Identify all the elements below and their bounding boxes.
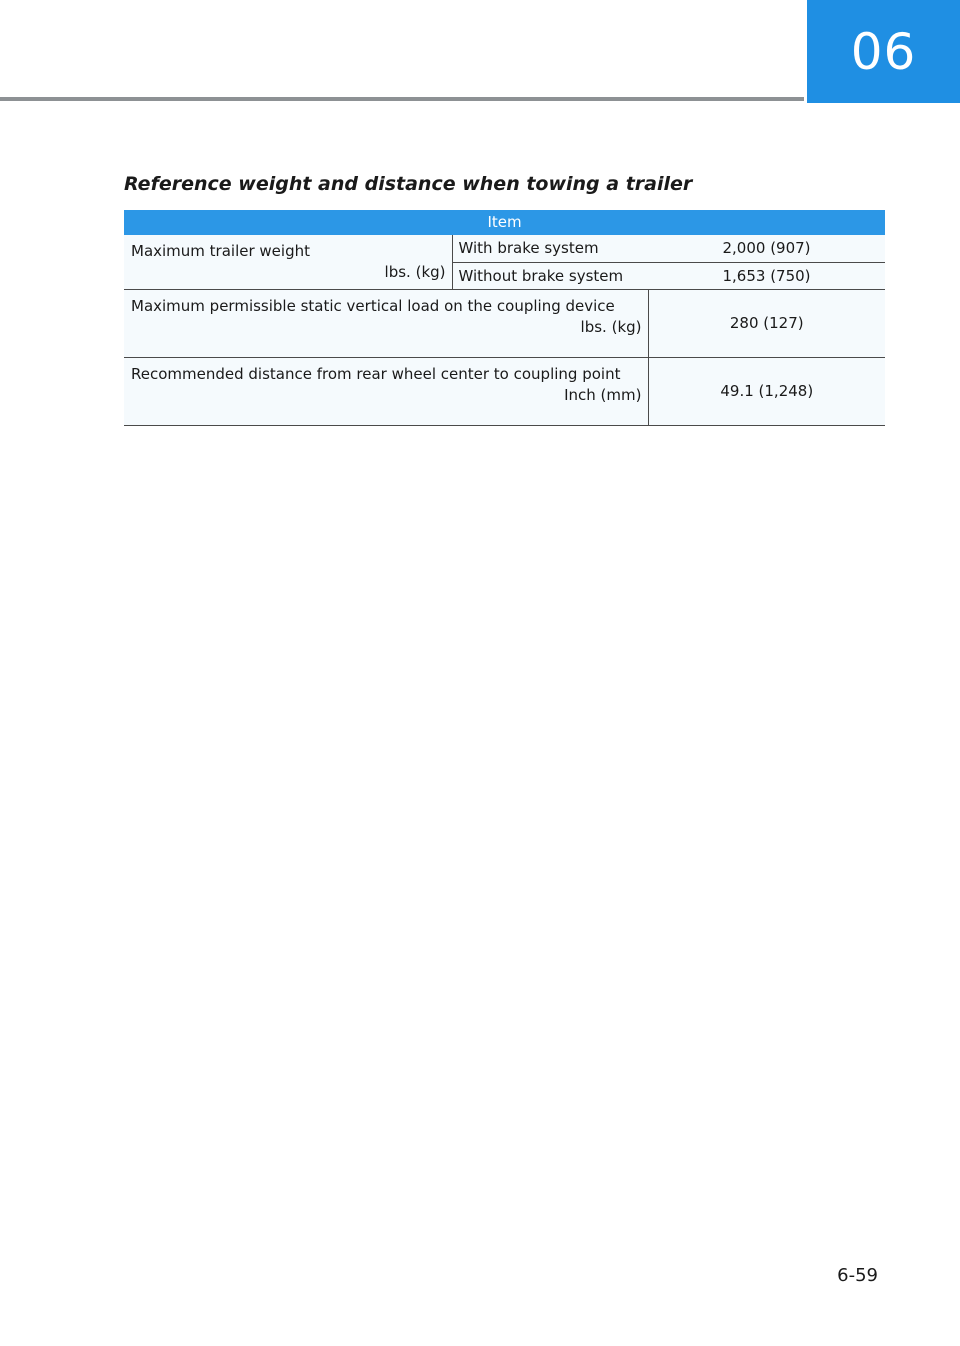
- page-number: 6-59: [837, 1265, 878, 1286]
- condition-without-brake: Without brake system: [452, 262, 648, 289]
- value-without-brake: 1,653 (750): [648, 262, 885, 289]
- row-label-trailer-weight: Maximum trailer weight: [131, 242, 310, 260]
- section-heading: Reference weight and distance when towing a trailer: [124, 173, 693, 195]
- row-unit-vertical-load: lbs. (kg): [580, 317, 642, 336]
- row-unit-coupling-distance: Inch (mm): [564, 385, 642, 404]
- value-coupling-distance: 49.1 (1,248): [648, 357, 885, 425]
- table-row: [124, 357, 648, 425]
- row-label-coupling-distance: Recommended distance from rear wheel center to coupling point: [131, 364, 621, 383]
- value-with-brake: 2,000 (907): [648, 235, 885, 262]
- value-vertical-load: 280 (127): [648, 289, 885, 357]
- chapter-number: 06: [850, 22, 917, 81]
- chapter-tab: [807, 0, 960, 103]
- table-row: [124, 289, 648, 357]
- header-rule: [0, 97, 804, 101]
- table-header-item: Item: [124, 210, 885, 235]
- table-row: [124, 235, 452, 289]
- towing-spec-table: [124, 210, 885, 426]
- row-unit-trailer-weight: lbs. (kg): [384, 263, 446, 281]
- condition-with-brake: With brake system: [452, 235, 648, 262]
- row-label-vertical-load: Maximum permissible static vertical load on the coupling device: [131, 296, 615, 315]
